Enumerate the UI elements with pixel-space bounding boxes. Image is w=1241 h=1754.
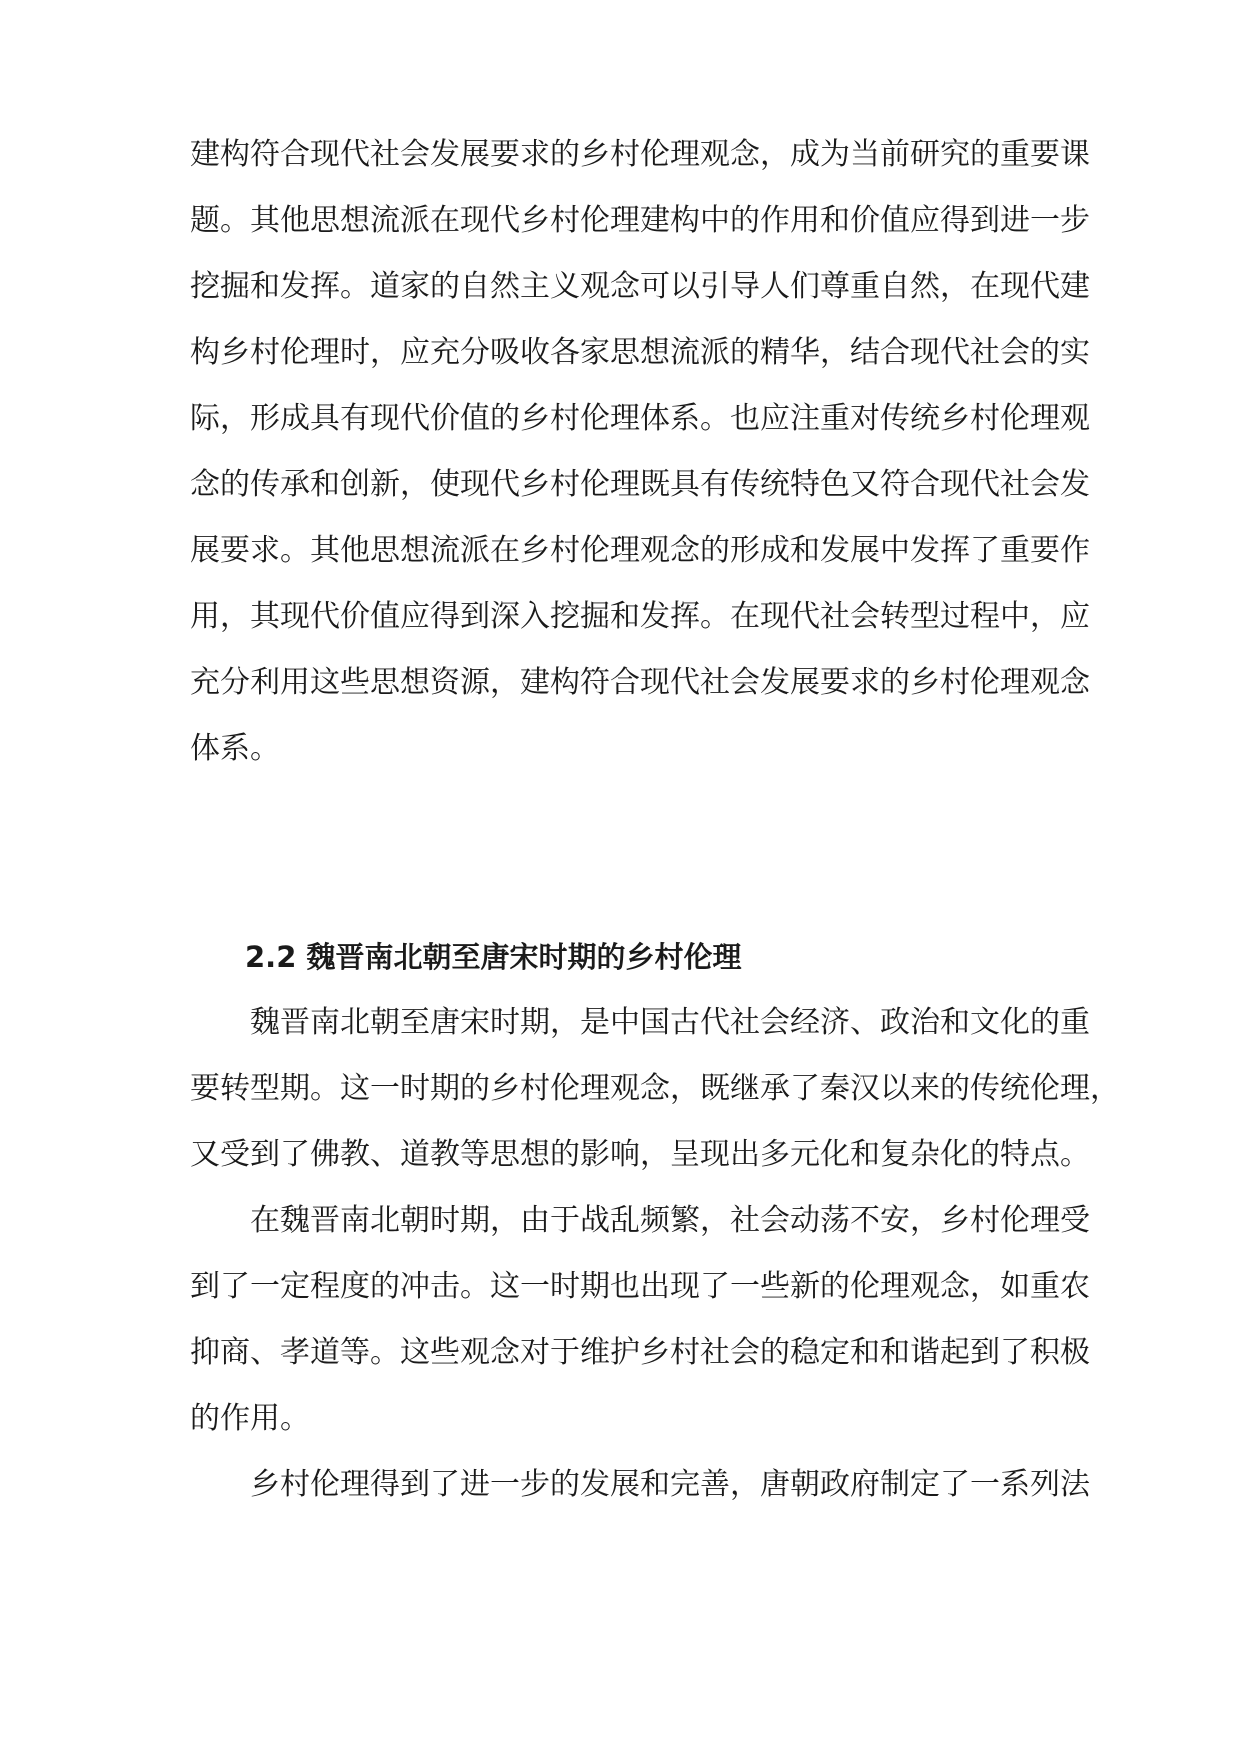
text-line: 念的传承和创新，使现代乡村伦理既具有传统特色又符合现代社会发	[190, 467, 1090, 502]
text-line: 展要求。其他思想流派在乡村伦理观念的形成和发展中发挥了重要作	[190, 533, 1090, 568]
text-line: 到了一定程度的冲击。这一时期也出现了一些新的伦理观念，如重农	[190, 1269, 1090, 1304]
text-line: 魏晋南北朝至唐宋时期，是中国古代社会经济、政治和文化的重	[250, 1005, 1090, 1040]
text-line: 题。其他思想流派在现代乡村伦理建构中的作用和价值应得到进一步	[190, 203, 1090, 238]
text-line: 建构符合现代社会发展要求的乡村伦理观念，成为当前研究的重要课	[190, 137, 1090, 172]
section-heading: 2.2 魏晋南北朝至唐宋时期的乡村伦理	[245, 940, 742, 974]
text-line: 的作用。	[190, 1401, 310, 1436]
text-line: 抑商、孝道等。这些观念对于维护乡村社会的稳定和和谐起到了积极	[190, 1335, 1090, 1370]
text-line: 用，其现代价值应得到深入挖掘和发挥。在现代社会转型过程中，应	[190, 599, 1090, 634]
text-line: 充分利用这些思想资源，建构符合现代社会发展要求的乡村伦理观念	[190, 665, 1090, 700]
text-line: 乡村伦理得到了进一步的发展和完善，唐朝政府制定了一系列法	[250, 1467, 1090, 1502]
text-line: 体系。	[190, 731, 280, 766]
text-line: 要转型期。这一时期的乡村伦理观念，既继承了秦汉以来的传统伦理，	[190, 1071, 1120, 1106]
text-line: 又受到了佛教、道教等思想的影响，呈现出多元化和复杂化的特点。	[190, 1137, 1090, 1172]
text-line: 构乡村伦理时，应充分吸收各家思想流派的精华，结合现代社会的实	[190, 335, 1090, 370]
text-line: 挖掘和发挥。道家的自然主义观念可以引导人们尊重自然，在现代建	[190, 269, 1090, 304]
text-line: 际，形成具有现代价值的乡村伦理体系。也应注重对传统乡村伦理观	[190, 401, 1090, 436]
text-line: 在魏晋南北朝时期，由于战乱频繁，社会动荡不安，乡村伦理受	[250, 1203, 1090, 1238]
